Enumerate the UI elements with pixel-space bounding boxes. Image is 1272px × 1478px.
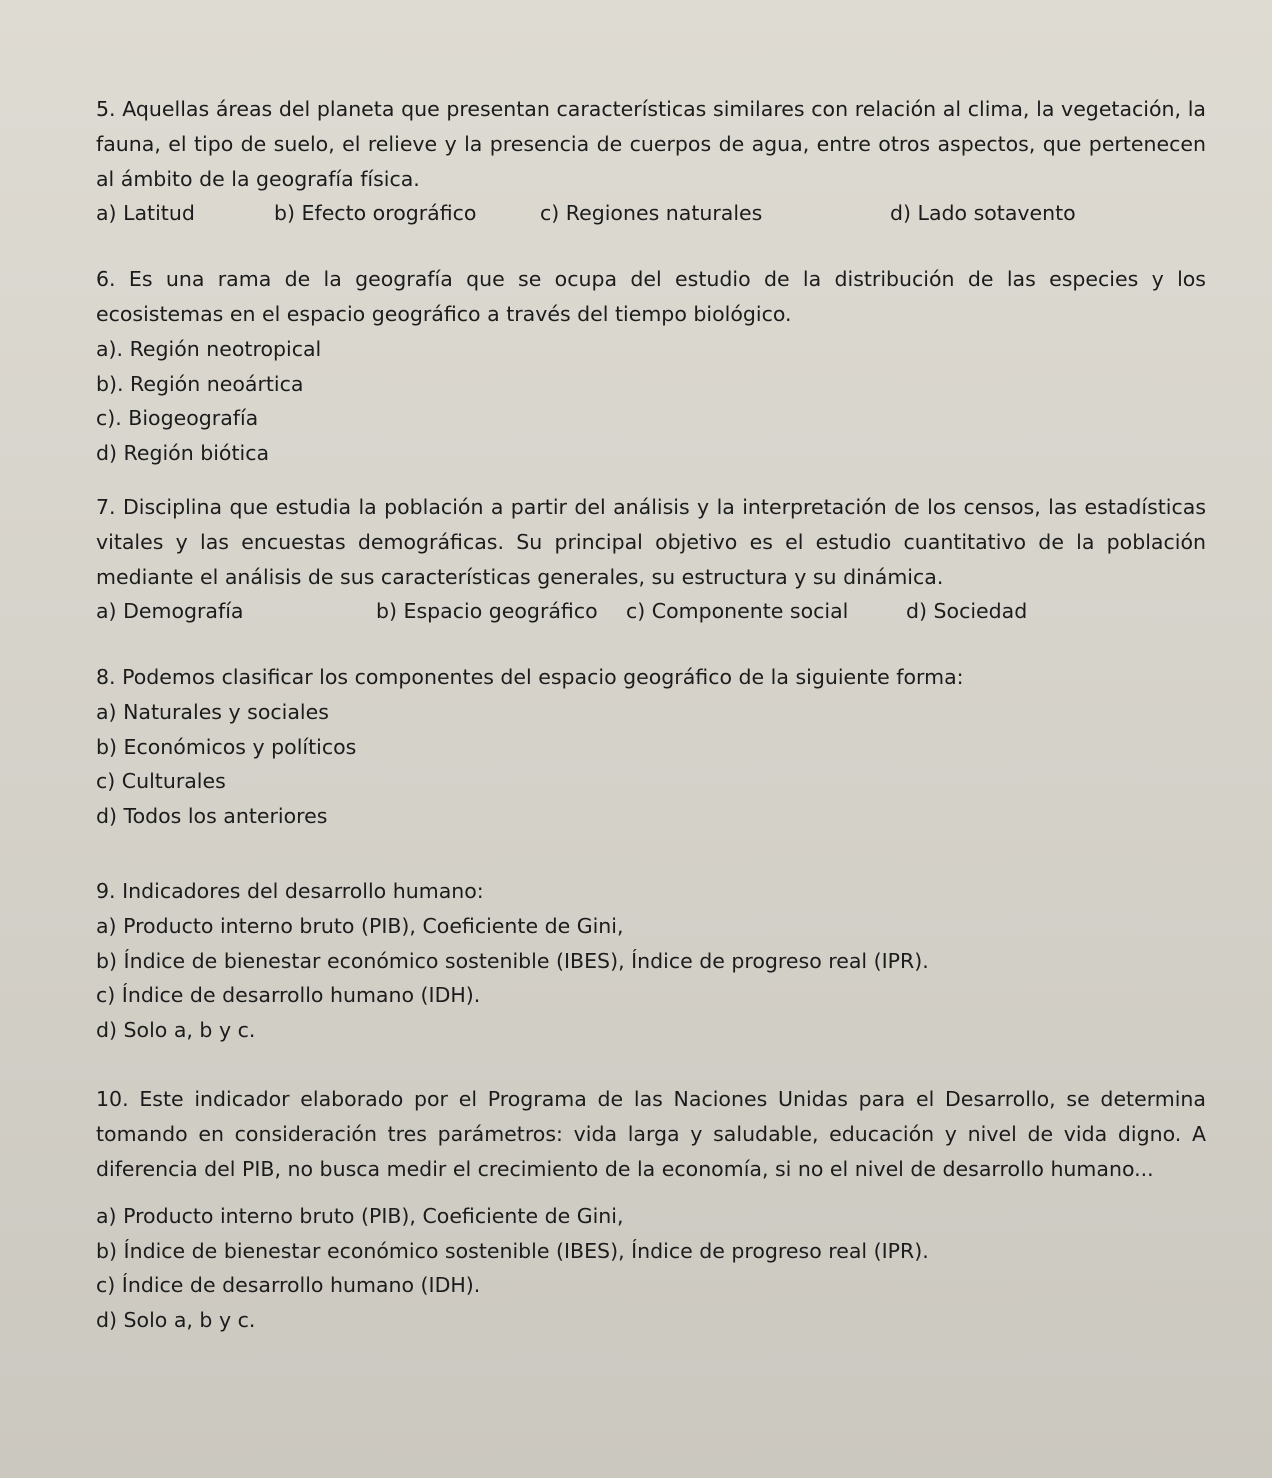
option-b: b) Económicos y políticos xyxy=(96,734,357,759)
question-stem: 8. Podemos clasificar los componentes del espacio geográfico de la siguiente forma: xyxy=(96,665,964,689)
option-d: d) Región biótica xyxy=(96,440,270,465)
option-a: a) Naturales y sociales xyxy=(96,700,329,724)
option-d: d) Lado sotavento xyxy=(890,201,1076,225)
option-c: c) Regiones naturales xyxy=(540,201,763,225)
option-a: a) Producto interno bruto (PIB), Coeficiente de Gini, xyxy=(96,914,624,938)
option-d: d) Todos los anteriores xyxy=(96,803,328,828)
options-list xyxy=(96,332,1206,470)
option-d: d) Sociedad xyxy=(906,599,1028,623)
question-stem: 7. Disciplina que estudia la población a partir del análisis y la interpretación de los censos, las estadísticas vitales y las encuestas demográficas. Su principal objetivo es el estudio cuantitativo de la población mediante el análisis de sus características generales, su estructura y su dinámica. xyxy=(96,495,1206,589)
option-d: d) Solo a, b y c. xyxy=(96,1017,256,1042)
question-6 xyxy=(96,262,1206,470)
option-c: c) Índice de desarrollo humano (IDH). xyxy=(96,1273,481,1297)
options-list xyxy=(96,909,1206,1047)
option-c: c). Biogeografía xyxy=(96,406,259,430)
options-row xyxy=(96,595,1206,631)
option-c: c) Componente social xyxy=(626,599,849,623)
option-d: d) Solo a, b y c. xyxy=(96,1307,256,1332)
options-list xyxy=(96,1199,1206,1337)
question-9 xyxy=(96,874,1206,1047)
options-row xyxy=(96,197,1206,233)
question-stem: 9. Indicadores del desarrollo humano: xyxy=(96,879,484,903)
option-a: a) Demografía xyxy=(96,599,244,623)
question-stem: 10. Este indicador elaborado por el Programa de las Naciones Unidas para el Desarrollo, se determina tomando en consideración tres parámetros: vida larga y saludable, educación y nivel de vida digno. A diferencia del PIB, no busca medir el crecimiento de la economía, si no el nivel de desarrollo humano... xyxy=(96,1087,1206,1181)
question-stem: 6. Es una rama de la geografía que se ocupa del estudio de la distribución de las especies y los ecosistemas en el espacio geográfico a través del tiempo biológico. xyxy=(96,267,1206,326)
option-a: a). Región neotropical xyxy=(96,337,322,361)
option-b: b) Espacio geográfico xyxy=(376,599,598,623)
option-a: a) Latitud xyxy=(96,201,195,225)
question-10 xyxy=(96,1082,1206,1337)
option-b: b) Índice de bienestar económico sostenible (IBES), Índice de progreso real (IPR). xyxy=(96,1238,929,1263)
question-7 xyxy=(96,490,1206,631)
option-c: c) Índice de desarrollo humano (IDH). xyxy=(96,983,481,1007)
question-5 xyxy=(96,92,1206,233)
option-a: a) Producto interno bruto (PIB), Coeficiente de Gini, xyxy=(96,1204,624,1228)
option-b: b). Región neoártica xyxy=(96,371,304,396)
option-b: b) Índice de bienestar económico sostenible (IBES), Índice de progreso real (IPR). xyxy=(96,948,929,973)
options-list xyxy=(96,695,1206,833)
option-b: b) Efecto orográfico xyxy=(274,201,477,225)
option-c: c) Culturales xyxy=(96,769,226,793)
question-8 xyxy=(96,660,1206,833)
question-stem: 5. Aquellas áreas del planeta que presentan características similares con relación al clima, la vegetación, la fauna, el tipo de suelo, el relieve y la presencia de cuerpos de agua, entre otros aspectos, que pertenecen al ámbito de la geografía física. xyxy=(96,97,1206,191)
